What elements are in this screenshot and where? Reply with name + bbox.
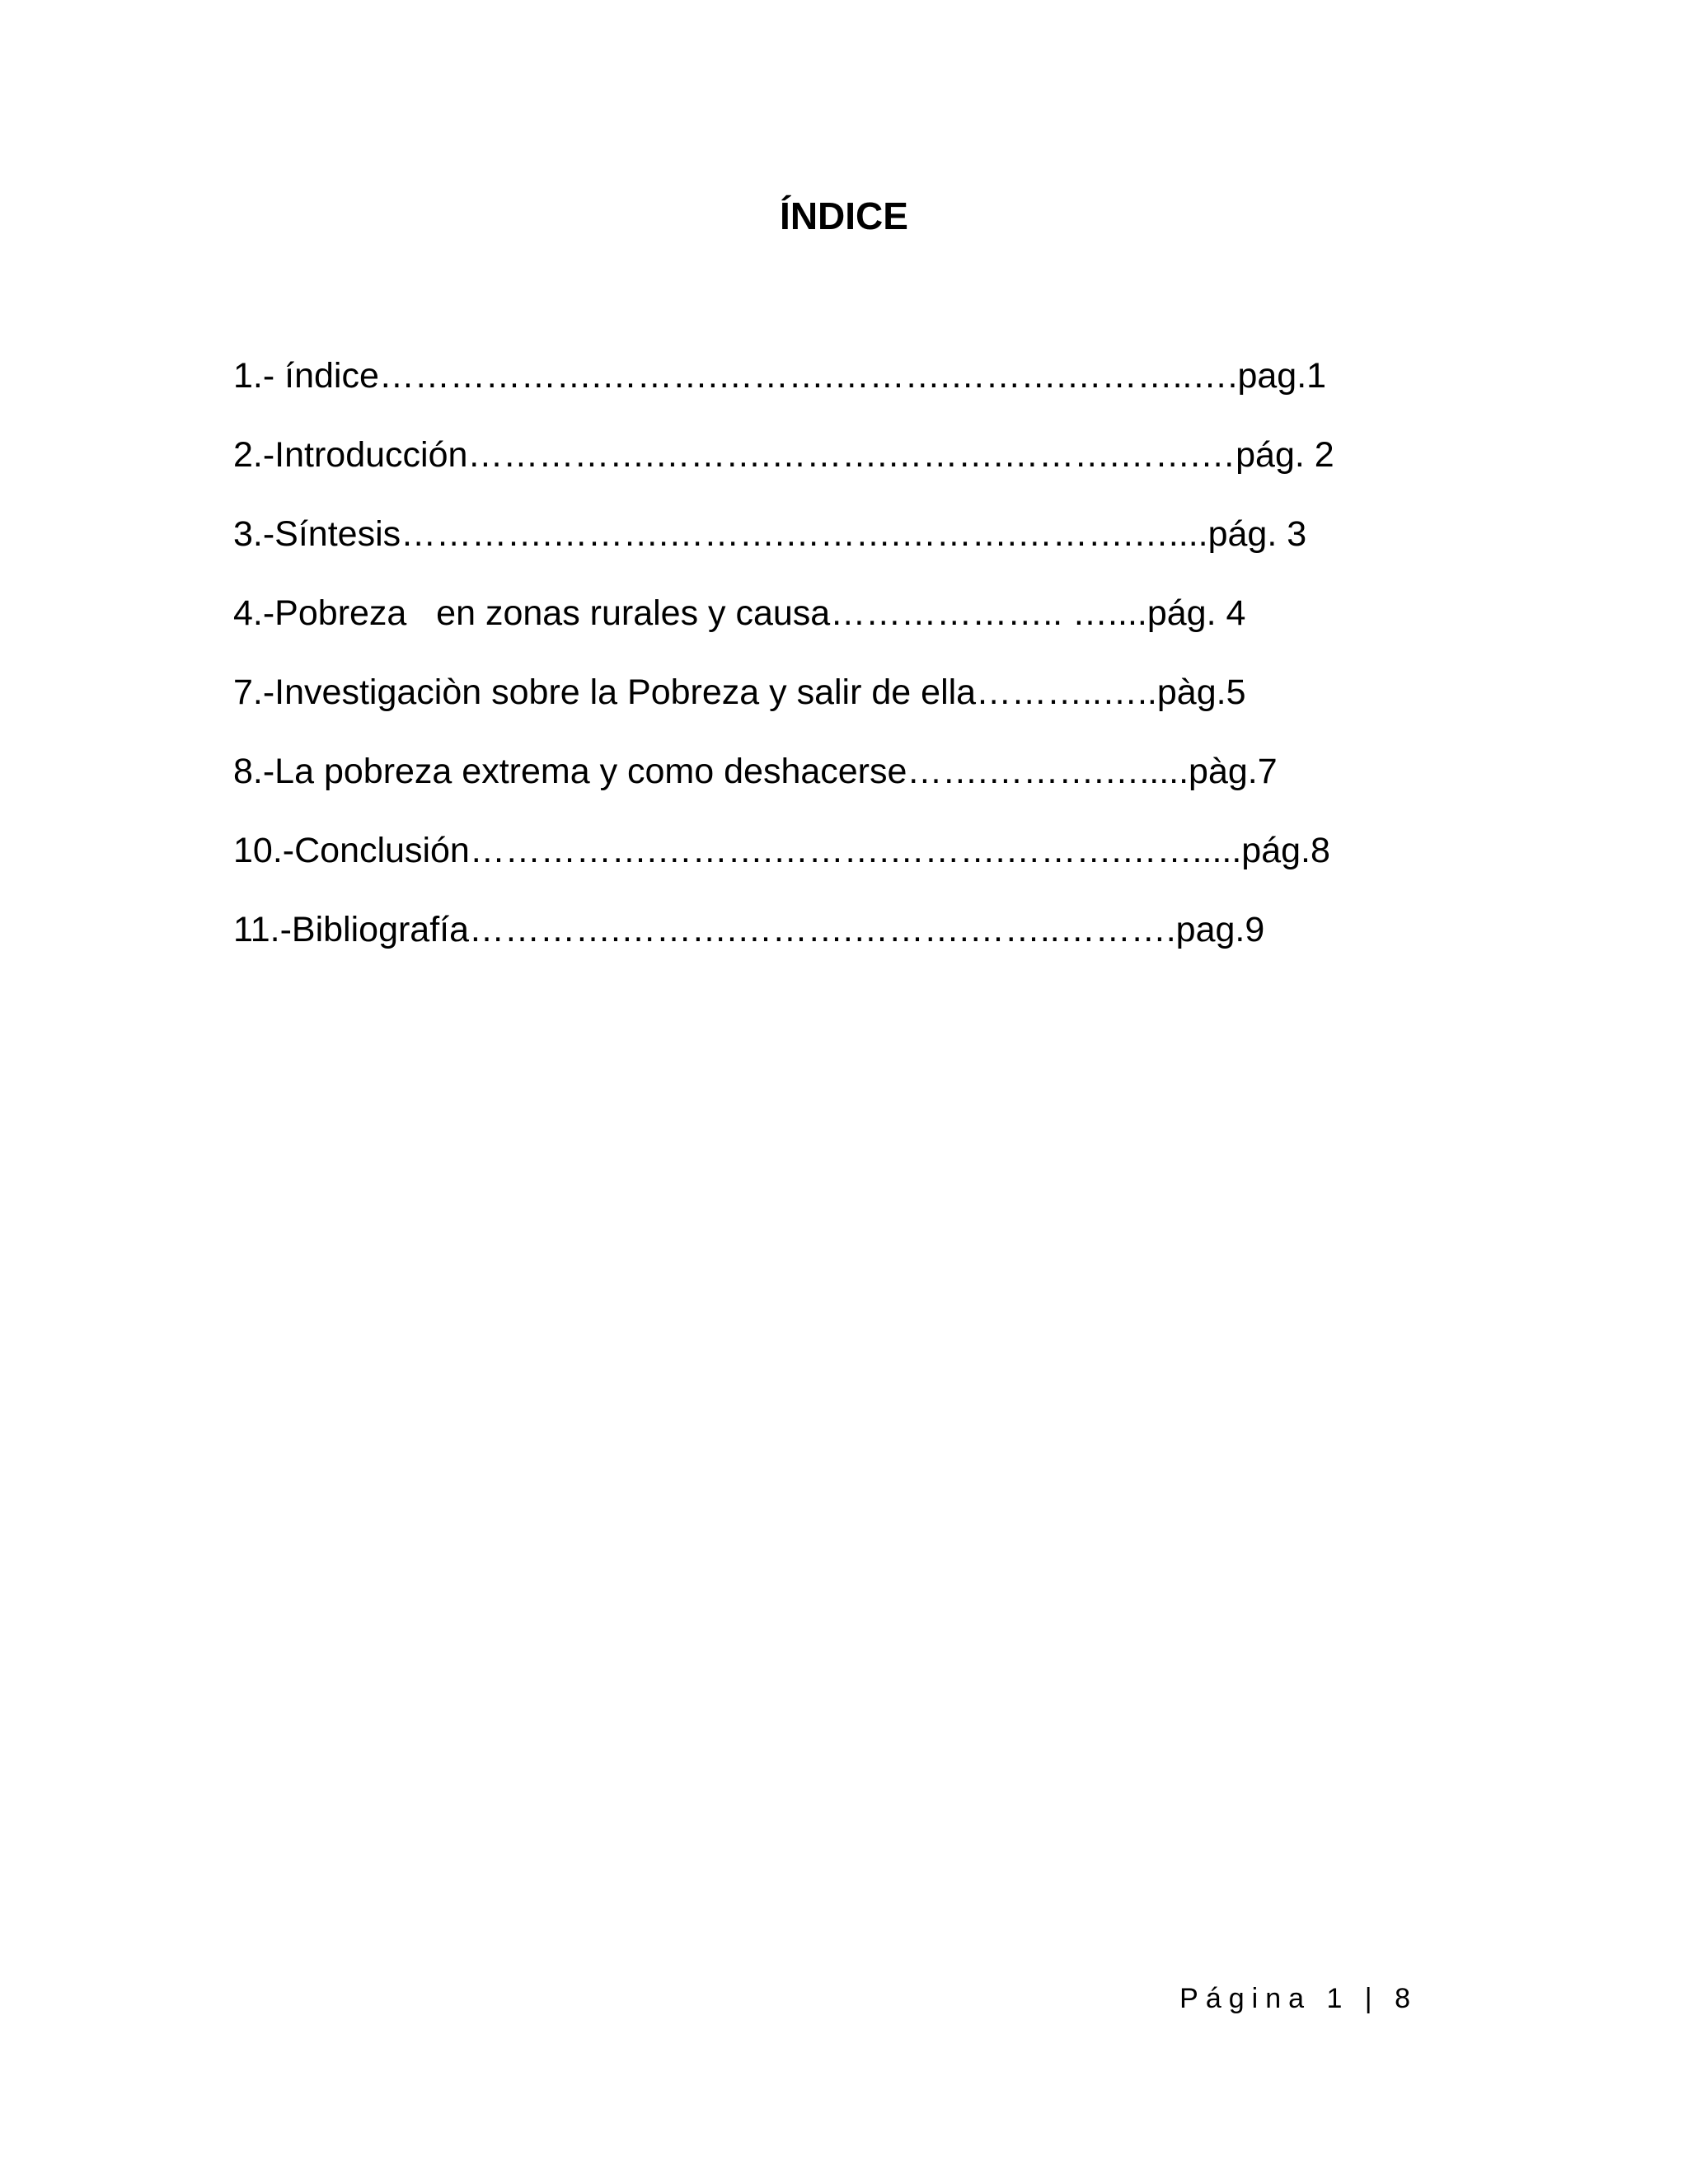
toc-entry: 4.-Pobreza en zonas rurales y causa……………….. …....pág. 4 <box>233 593 1246 633</box>
page-number-footer: Página 1 | 8 <box>1179 1983 1418 2014</box>
page-title: ÍNDICE <box>780 194 908 237</box>
toc-entry: 8.-La pobreza extrema y como deshacerse…….……….….....pàg.7 <box>233 752 1278 791</box>
table-of-contents <box>233 353 1470 986</box>
toc-entry: 7.-Investigaciòn sobre la Pobreza y salir de ella………..…..pàg.5 <box>233 673 1246 712</box>
toc-entry: 2.-Introducción…………….……….……….……….……….…….…pág. 2 <box>233 435 1334 475</box>
toc-entry: 3.-Síntesis………….……….……….……….……….……….…....pág. 3 <box>233 514 1307 554</box>
toc-entry: 11.-Bibliografía………….……….……….……….……..……….pag.9 <box>233 910 1265 949</box>
toc-entry: 1.- índice……………….……….……….……….……….………..….pag.1 <box>233 356 1327 396</box>
toc-entry: 10.-Conclusión…………….……….……….……….……….…….....pág.8 <box>233 831 1330 870</box>
